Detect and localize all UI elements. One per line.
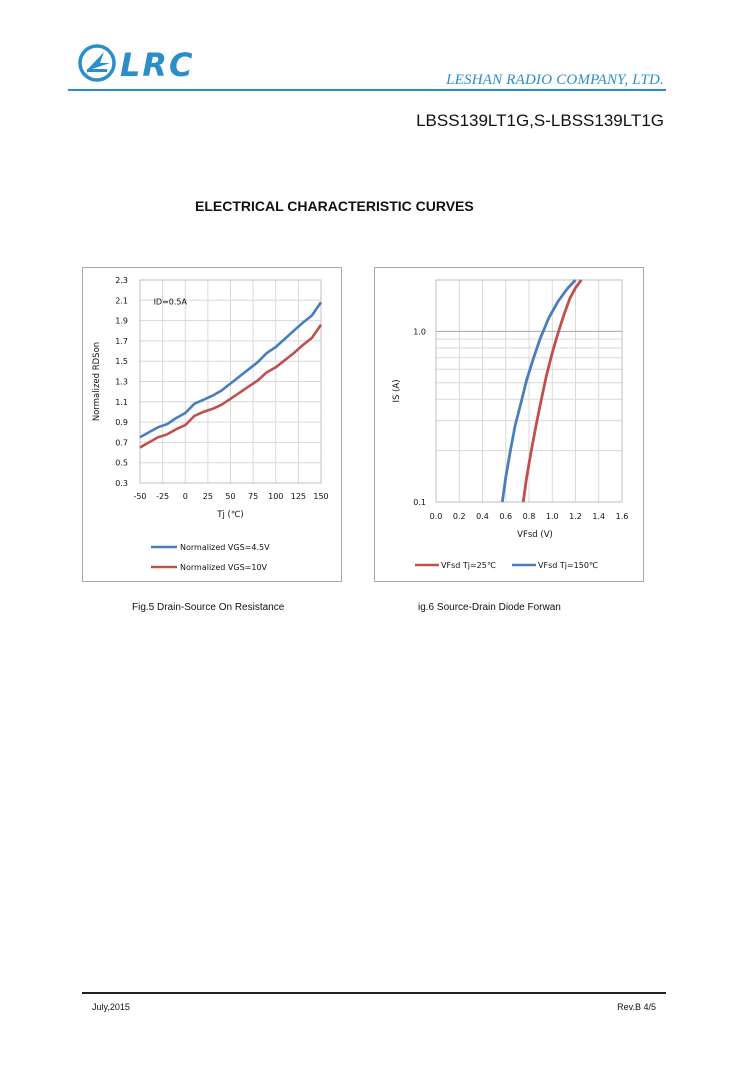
x-tick-label: 25 [202, 492, 213, 501]
chart-rdson [82, 267, 342, 582]
y-tick-label: 0.5 [115, 458, 128, 468]
x-axis-label: VFsd (V) [517, 530, 553, 540]
x-tick-label: 1.4 [592, 512, 606, 521]
y-axis-label: IS (A) [392, 379, 402, 403]
x-tick-label: 50 [225, 492, 236, 501]
x-tick-label: 100 [268, 492, 284, 501]
legend-label-0: VFsd Tj=25℃ [441, 561, 496, 570]
chart-diode-svg [375, 268, 643, 581]
y-tick-label: 0.1 [413, 498, 426, 507]
company-name: LESHAN RADIO COMPANY, LTD. [446, 72, 664, 88]
header-rule [68, 89, 666, 91]
y-tick-label: 1.7 [115, 336, 128, 346]
footer-revision: Rev.B 4/5 [617, 1002, 656, 1012]
x-tick-label: -25 [156, 492, 170, 501]
x-tick-label: 0.6 [499, 512, 513, 521]
y-tick-label: 0.3 [115, 479, 128, 488]
x-tick-label: 75 [248, 492, 259, 501]
x-tick-label: 0.4 [476, 512, 489, 521]
y-tick-label: 1.5 [115, 357, 128, 367]
x-axis-label: Tj (℃) [217, 510, 244, 520]
section-title: ELECTRICAL CHARACTERISTIC CURVES [195, 198, 474, 214]
lrc-logo [78, 41, 208, 85]
x-tick-label: 1.0 [545, 512, 559, 521]
svg-text:LRC: LRC [120, 46, 195, 84]
part-number: LBSS139LT1G,S-LBSS139LT1G [416, 111, 664, 130]
footer-date: July,2015 [92, 1002, 130, 1012]
x-tick-label: 0.8 [522, 512, 536, 521]
fig5-caption: Fig.5 Drain-Source On Resistance [132, 602, 285, 613]
legend-label-1: Normalized VGS=10V [180, 563, 268, 572]
x-tick-label: 150 [313, 492, 329, 501]
x-tick-label: 125 [290, 492, 307, 501]
legend-label-0: Normalized VGS=4.5V [180, 543, 270, 552]
y-tick-label: 2.1 [115, 296, 128, 306]
fig6-caption: ig.6 Source-Drain Diode Forwan [418, 602, 561, 613]
y-tick-label: 0.9 [115, 418, 128, 428]
annotation-id: ID=0.5A [153, 297, 187, 307]
x-tick-label: 0 [182, 492, 188, 501]
y-tick-label: 2.3 [115, 276, 128, 285]
x-tick-label: 0.2 [452, 512, 466, 521]
y-axis-label: Normalized RDSon [92, 341, 102, 422]
footer-rule [82, 992, 666, 994]
y-tick-label: 1.3 [115, 377, 128, 387]
chart-diode [374, 267, 644, 582]
y-tick-label: 1.9 [115, 316, 128, 326]
legend-label-1: VFsd Tj=150℃ [538, 561, 598, 570]
x-tick-label: -50 [133, 492, 147, 501]
chart-rdson-svg [83, 268, 341, 581]
x-tick-label: 0.0 [429, 512, 443, 521]
y-tick-label: 1.1 [115, 397, 128, 407]
x-tick-label: 1.2 [569, 512, 582, 521]
x-tick-label: 1.6 [615, 512, 629, 521]
y-tick-label: 0.7 [115, 438, 128, 448]
y-tick-label: 1.0 [413, 327, 426, 337]
